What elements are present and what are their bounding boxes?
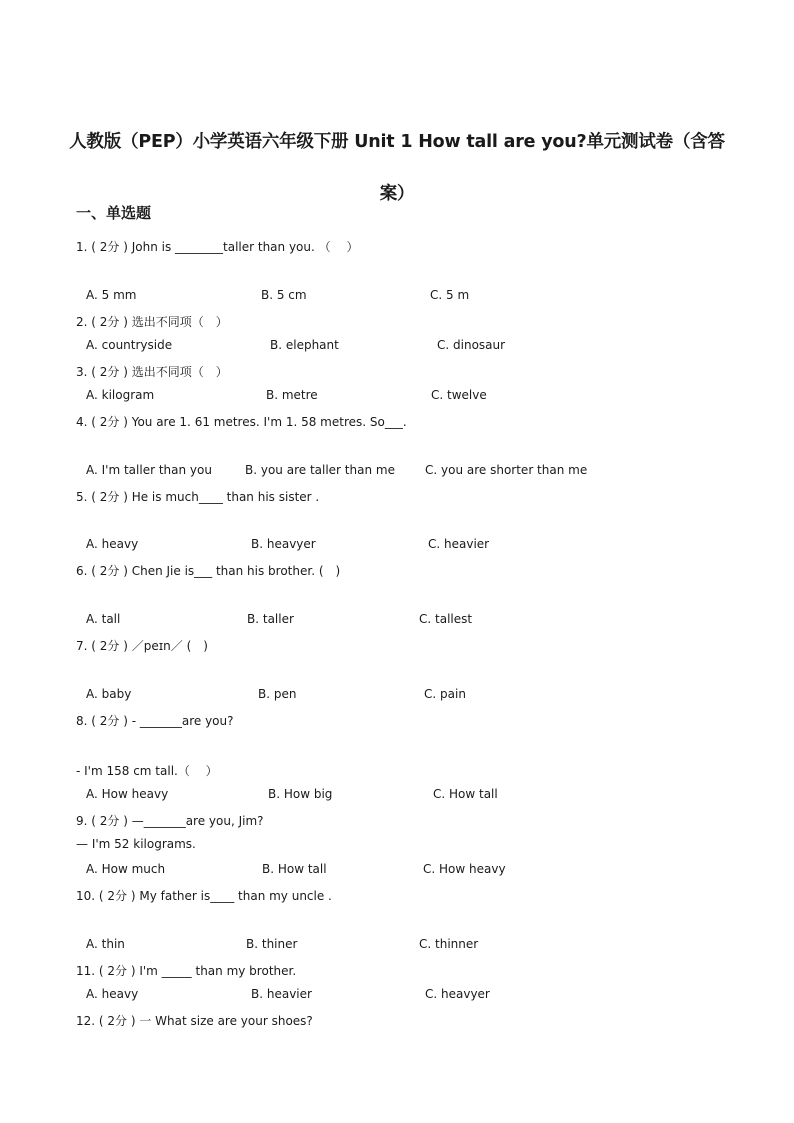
question-9: 9. ( 2分 ) —_______are you, Jim? xyxy=(76,814,264,828)
q4-option-c: C. you are shorter than me xyxy=(425,463,588,477)
q10-option-c: C. thinner xyxy=(419,937,479,951)
q2-option-b: B. elephant xyxy=(270,338,339,352)
q5-option-a: A. heavy xyxy=(86,537,139,551)
q9-option-a: A. How much xyxy=(86,862,166,876)
q6-option-a: A. tall xyxy=(86,612,121,626)
q3-option-c: C. twelve xyxy=(431,388,487,402)
q8-option-b: B. How big xyxy=(268,787,333,801)
question-5: 5. ( 2分 ) He is much____ than his sister . xyxy=(76,490,320,504)
q7-option-b: B. pen xyxy=(258,687,297,701)
q8-option-c: C. How tall xyxy=(433,787,498,801)
question-7: 7. ( 2分 ) ／peɪn／ ( ) xyxy=(76,639,208,653)
q3-option-a: A. kilogram xyxy=(86,388,155,402)
question-11: 11. ( 2分 ) I'm _____ than my brother. xyxy=(76,964,297,978)
q6-option-c: C. tallest xyxy=(419,612,473,626)
q11-option-c: C. heavyer xyxy=(425,987,490,1001)
q1-option-b: B. 5 cm xyxy=(261,288,307,302)
q2-option-a: A. countryside xyxy=(86,338,173,352)
q11-option-a: A. heavy xyxy=(86,987,139,1001)
q2-option-c: C. dinosaur xyxy=(437,338,506,352)
q8-option-a: A. How heavy xyxy=(86,787,169,801)
q4-option-b: B. you are taller than me xyxy=(245,463,395,477)
q3-option-b: B. metre xyxy=(266,388,318,402)
q10-option-a: A. thin xyxy=(86,937,125,951)
q5-option-c: C. heavier xyxy=(428,537,490,551)
question-2: 2. ( 2分 ) 选出不同项（ ） xyxy=(76,315,228,329)
q11-option-b: B. heavier xyxy=(251,987,312,1001)
question-9-response: — I'm 52 kilograms. xyxy=(76,837,196,851)
q6-option-b: B. taller xyxy=(247,612,294,626)
q7-option-c: C. pain xyxy=(424,687,466,701)
question-10: 10. ( 2分 ) My father is____ than my uncle . xyxy=(76,889,332,903)
q1-option-c: C. 5 m xyxy=(430,288,470,302)
question-8: 8. ( 2分 ) - _______are you? xyxy=(76,714,234,728)
q9-option-c: C. How heavy xyxy=(423,862,506,876)
document-title: 人教版（PEP）小学英语六年级下册 Unit 1 How tall are you?单元测试卷（含答案） xyxy=(69,132,725,204)
q7-option-a: A. baby xyxy=(86,687,132,701)
q5-option-b: B. heavyer xyxy=(251,537,316,551)
question-4: 4. ( 2分 ) You are 1. 61 metres. I'm 1. 58 metres. So___. xyxy=(76,415,407,429)
q10-option-b: B. thiner xyxy=(246,937,298,951)
question-6: 6. ( 2分 ) Chen Jie is___ than his brother. ( ) xyxy=(76,564,341,578)
section-heading: 一、单选题 xyxy=(76,204,152,222)
q1-option-a: A. 5 mm xyxy=(86,288,137,302)
question-12: 12. ( 2分 ) 一 What size are your shoes? xyxy=(76,1014,313,1028)
question-8-response: - I'm 158 cm tall.（ ） xyxy=(76,764,218,778)
q9-option-b: B. How tall xyxy=(262,862,327,876)
question-3: 3. ( 2分 ) 选出不同项（ ） xyxy=(76,365,228,379)
question-1: 1. ( 2分 ) John is ________taller than you. （ ） xyxy=(76,240,359,254)
q4-option-a: A. I'm taller than you xyxy=(86,463,212,477)
